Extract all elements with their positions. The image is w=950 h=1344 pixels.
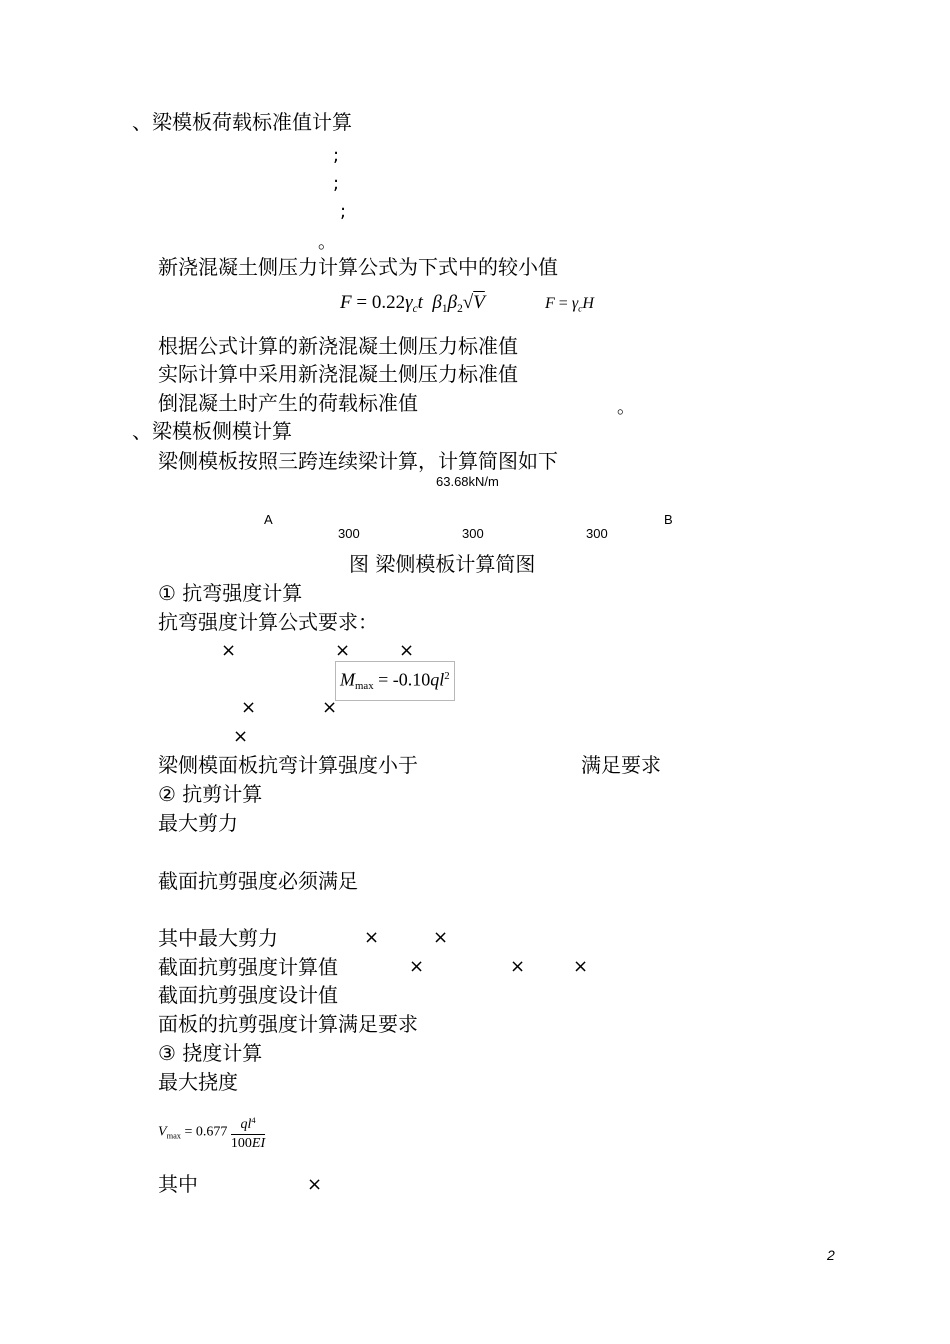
shear-design-value: 截面抗剪强度设计值 [158, 983, 338, 1007]
side-form-intro: 梁侧模板按照三跨连续梁计算，计算简图如下 [158, 449, 558, 473]
shear-title: ② 抗剪计算 [158, 782, 263, 806]
pressure-formula-alt: $F = \gamma_cH$ [545, 295, 594, 315]
multiply-sign: × [433, 927, 449, 948]
semicolon: ; [333, 173, 340, 194]
deflection-max-label: 最大挠度 [158, 1070, 238, 1094]
shear-max-label: 最大剪力 [158, 811, 238, 835]
multiply-sign: × [307, 1174, 323, 1195]
diagram-support-b: B [664, 512, 673, 527]
period-mark: 。 [617, 397, 635, 418]
period-mark: 。 [318, 232, 336, 253]
page-number: 2 [827, 1247, 835, 1263]
diagram-span-1: 300 [338, 526, 360, 541]
diagram-span-2: 300 [462, 526, 484, 541]
section-heading-side-form: 、梁模板侧模计算 [132, 419, 292, 443]
shear-must-text: 截面抗剪强度必须满足 [158, 869, 358, 893]
bending-formula-req: 抗弯强度计算公式要求： [158, 610, 378, 634]
multiply-sign: × [364, 927, 380, 948]
shear-calc-value: 截面抗剪强度计算值 [158, 955, 338, 979]
multiply-sign: × [335, 640, 351, 661]
calc-pressure-text: 根据公式计算的新浇混凝土侧压力标准值 [158, 334, 518, 358]
diagram-load-label: 63.68kN/m [436, 474, 499, 489]
bending-result-text: 梁侧模面板抗弯计算强度小于 [158, 753, 418, 777]
semicolon: ; [340, 201, 347, 222]
multiply-sign: × [399, 640, 415, 661]
formula-intro-text: 新浇混凝土侧压力计算公式为下式中的较小值 [158, 255, 558, 279]
used-pressure-text: 实际计算中采用新浇混凝土侧压力标准值 [158, 362, 518, 386]
multiply-sign: × [241, 697, 257, 718]
moment-formula: $M_{max} = -0.10ql^2$ [335, 661, 455, 701]
multiply-sign: × [409, 956, 425, 977]
multiply-sign: × [221, 640, 237, 661]
multiply-sign: × [573, 956, 589, 977]
multiply-sign: × [322, 697, 338, 718]
shear-where-max: 其中最大剪力 [158, 926, 278, 950]
pour-load-text: 倒混凝土时产生的荷载标准值 [158, 391, 418, 415]
multiply-sign: × [510, 956, 526, 977]
bending-result-ok: 满足要求 [581, 753, 661, 777]
diagram-span-3: 300 [586, 526, 608, 541]
diagram-support-a: A [264, 512, 273, 527]
bending-title: ① 抗弯强度计算 [158, 581, 303, 605]
section-heading-load: 、梁模板荷载标准值计算 [132, 110, 352, 134]
deflection-where: 其中 [158, 1172, 198, 1196]
pressure-formula: $F = 0.22\gamma_ct$ $\beta_1\beta_2√V$ [340, 292, 485, 315]
deflection-formula: $V_{max} = 0.677$ $\frac{ql^4}{100EI}$ [158, 1112, 265, 1153]
diagram-caption: 图 梁侧模板计算简图 [349, 552, 536, 576]
deflection-title: ③ 挠度计算 [158, 1041, 263, 1065]
shear-ok-text: 面板的抗剪强度计算满足要求 [158, 1012, 418, 1036]
multiply-sign: × [233, 726, 249, 747]
semicolon: ; [333, 145, 340, 166]
